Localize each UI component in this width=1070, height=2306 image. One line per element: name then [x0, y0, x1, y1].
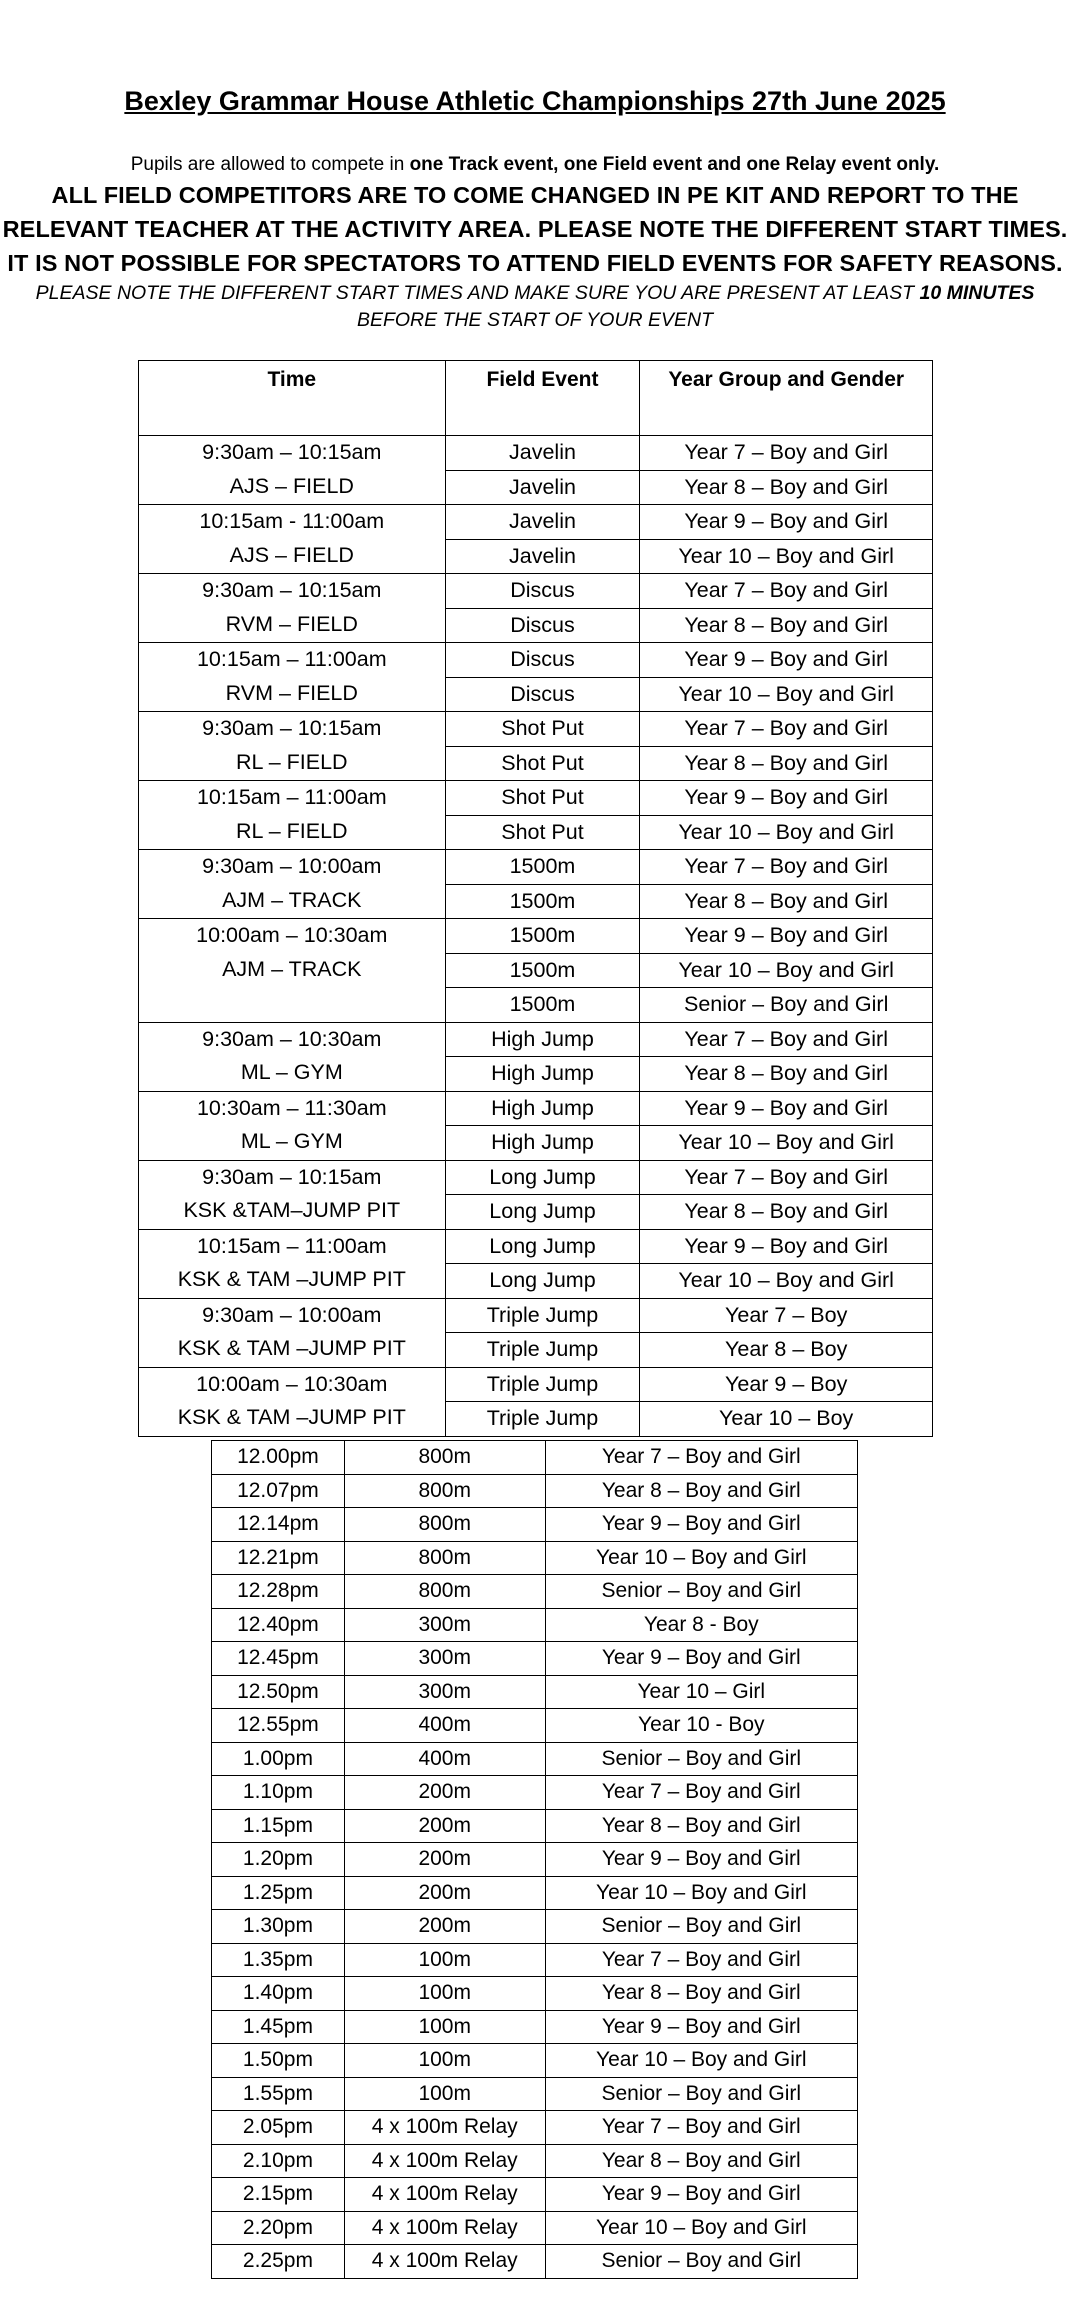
track-events-table [211, 1440, 858, 2279]
event-cell: 100m [344, 1977, 545, 2011]
location: KSK & TAM –JUMP PIT [177, 1405, 406, 1429]
time-range: 9:30am – 10:15am [202, 1164, 382, 1189]
event-cell: Shot Put [445, 815, 640, 850]
table-row [212, 1809, 858, 1843]
event-cell: High Jump [445, 1022, 640, 1057]
year-group-cell: Year 8 – Boy and Girl [640, 470, 933, 505]
table-row [212, 1608, 858, 1642]
table-row [212, 1709, 858, 1743]
time-slot-cell [139, 1022, 446, 1091]
year-group-cell: Year 10 – Boy and Girl [545, 1541, 857, 1575]
year-group-cell: Year 8 – Boy and Girl [545, 1977, 857, 2011]
time-range: 10:00am – 10:30am [196, 1371, 388, 1396]
year-group-cell: Year 9 – Boy and Girl [640, 1229, 933, 1264]
table-row [139, 712, 933, 747]
year-group-cell: Year 7 – Boy and Girl [545, 1441, 857, 1475]
time-cell: 2.25pm [212, 2245, 345, 2279]
year-group-cell: Year 10 – Boy and Girl [640, 539, 933, 574]
year-group-cell: Senior – Boy and Girl [545, 1742, 857, 1776]
location: RVM – FIELD [225, 680, 358, 705]
time-cell: 12.55pm [212, 1709, 345, 1743]
event-cell: 4 x 100m Relay [344, 2178, 545, 2212]
year-group-cell: Year 7 – Boy and Girl [640, 1022, 933, 1057]
event-cell: 4 x 100m Relay [344, 2144, 545, 2178]
event-cell: Javelin [445, 505, 640, 540]
event-cell: 4 x 100m Relay [344, 2211, 545, 2245]
time-slot-cell [139, 781, 446, 850]
year-group-cell: Year 8 – Boy and Girl [640, 884, 933, 919]
year-group-cell: Year 9 – Boy and Girl [640, 643, 933, 678]
year-group-cell: Year 8 - Boy [545, 1608, 857, 1642]
year-group-cell: Year 7 – Boy and Girl [545, 2111, 857, 2145]
arrival-note [0, 280, 1070, 307]
event-cell: Long Jump [445, 1160, 640, 1195]
time-cell: 1.55pm [212, 2077, 345, 2111]
year-group-cell: Year 8 – Boy and Girl [640, 608, 933, 643]
event-cell: Shot Put [445, 781, 640, 816]
year-group-cell: Senior – Boy and Girl [545, 2077, 857, 2111]
event-cell: Discus [445, 574, 640, 609]
time-cell: 12.28pm [212, 1575, 345, 1609]
time-cell: 2.10pm [212, 2144, 345, 2178]
time-cell: 2.20pm [212, 2211, 345, 2245]
table-row [212, 1843, 858, 1877]
event-cell: 800m [344, 1508, 545, 1542]
time-range: 10:15am – 11:00am [196, 785, 387, 809]
time-cell: 1.35pm [212, 1943, 345, 1977]
year-group-cell: Year 9 – Boy [640, 1367, 933, 1402]
table-row [212, 1508, 858, 1542]
year-group-cell: Year 10 – Boy and Girl [640, 677, 933, 712]
time-slot-cell [139, 1229, 446, 1298]
time-cell: 2.05pm [212, 2111, 345, 2145]
time-cell: 12.07pm [212, 1474, 345, 1508]
time-range: 10:15am – 11:00am [196, 647, 387, 671]
event-cell: Javelin [445, 470, 640, 505]
location: AJS – FIELD [229, 542, 354, 567]
year-group-cell: Year 8 – Boy [640, 1333, 933, 1368]
time-slot-cell [139, 712, 446, 781]
year-group-cell: Year 7 – Boy and Girl [545, 1776, 857, 1810]
event-cell: High Jump [445, 1091, 640, 1126]
event-cell: 300m [344, 1608, 545, 1642]
year-group-cell: Year 8 – Boy and Girl [545, 2144, 857, 2178]
time-slot-cell [139, 850, 446, 919]
event-cell: 200m [344, 1776, 545, 1810]
table-row [139, 1367, 933, 1402]
field-events-table [138, 360, 933, 1437]
time-cell: 1.25pm [212, 1876, 345, 1910]
time-cell: 12.00pm [212, 1441, 345, 1475]
location: RVM – FIELD [225, 611, 358, 636]
event-cell: Long Jump [445, 1195, 640, 1230]
event-cell: 800m [344, 1541, 545, 1575]
time-cell: 1.15pm [212, 1809, 345, 1843]
table-row [139, 574, 933, 609]
time-cell: 1.45pm [212, 2010, 345, 2044]
time-range: 10:00am – 10:30am [196, 923, 388, 947]
page-title: Bexley Grammar House Athletic Championships 27th June 2025 [124, 86, 946, 116]
event-cell: 400m [344, 1709, 545, 1743]
field-table-header-row [139, 361, 933, 436]
time-range: 9:30am – 10:00am [202, 854, 382, 878]
time-range: 9:30am – 10:30am [202, 1026, 382, 1051]
year-group-cell: Year 10 - Boy [545, 1709, 857, 1743]
eligibility-bold: one Track event, one Field event and one Relay event only. [409, 154, 940, 175]
rules-section [0, 152, 1070, 334]
time-cell: 12.45pm [212, 1642, 345, 1676]
table-row [212, 1977, 858, 2011]
time-cell: 12.50pm [212, 1675, 345, 1709]
event-cell: 100m [344, 2044, 545, 2078]
table-row [139, 1160, 933, 1195]
year-group-cell: Year 10 – Boy and Girl [640, 1126, 933, 1161]
table-row [212, 2178, 858, 2212]
event-cell: 800m [344, 1575, 545, 1609]
table-row [212, 2211, 858, 2245]
time-slot-cell [139, 505, 446, 574]
year-group-cell: Year 9 – Boy and Girl [640, 1091, 933, 1126]
time-range: 10:30am – 11:30am [196, 1095, 387, 1120]
header-field-event: Field Event [445, 361, 640, 436]
event-cell: 100m [344, 2077, 545, 2111]
event-cell: Javelin [445, 436, 640, 471]
year-group-cell: Year 10 – Girl [545, 1675, 857, 1709]
table-row [212, 1474, 858, 1508]
time-slot-cell [139, 436, 446, 505]
year-group-cell: Year 10 – Boy and Girl [545, 2044, 857, 2078]
table-row [212, 1910, 858, 1944]
location: RL – FIELD [236, 818, 348, 843]
year-group-cell: Year 8 – Boy and Girl [545, 1809, 857, 1843]
year-group-cell: Senior – Boy and Girl [545, 2245, 857, 2279]
location: AJM – TRACK [222, 887, 362, 912]
event-cell: Discus [445, 608, 640, 643]
table-row [212, 2111, 858, 2145]
event-cell: Long Jump [445, 1229, 640, 1264]
time-cell: 1.30pm [212, 1910, 345, 1944]
time-cell: 1.00pm [212, 1742, 345, 1776]
location: KSK & TAM –JUMP PIT [177, 1336, 406, 1360]
year-group-cell: Year 9 – Boy and Girl [545, 1508, 857, 1542]
time-cell: 1.20pm [212, 1843, 345, 1877]
table-row [212, 2044, 858, 2078]
year-group-cell: Senior – Boy and Girl [545, 1910, 857, 1944]
event-cell: 200m [344, 1843, 545, 1877]
event-cell: Discus [445, 677, 640, 712]
table-row [212, 2144, 858, 2178]
event-cell: 1500m [445, 884, 640, 919]
table-row [139, 1298, 933, 1333]
time-cell: 1.50pm [212, 2044, 345, 2078]
event-cell: 1500m [445, 850, 640, 885]
event-cell: 4 x 100m Relay [344, 2111, 545, 2145]
year-group-cell: Year 9 – Boy and Girl [640, 919, 933, 954]
location: ML – GYM [240, 1060, 343, 1084]
year-group-cell: Year 8 – Boy and Girl [545, 1474, 857, 1508]
year-group-cell: Year 9 – Boy and Girl [545, 2178, 857, 2212]
table-row [212, 1943, 858, 1977]
table-row [139, 436, 933, 471]
table-row [212, 2010, 858, 2044]
table-row [212, 1642, 858, 1676]
time-cell: 1.40pm [212, 1977, 345, 2011]
event-cell: Triple Jump [445, 1333, 640, 1368]
event-cell: 400m [344, 1742, 545, 1776]
event-cell: High Jump [445, 1057, 640, 1092]
event-cell: 1500m [445, 988, 640, 1023]
time-range: 10:15am – 11:00am [196, 1233, 387, 1258]
year-group-cell: Senior – Boy and Girl [545, 1575, 857, 1609]
header-time: Time [139, 361, 446, 436]
event-cell: Javelin [445, 539, 640, 574]
event-cell: High Jump [445, 1126, 640, 1161]
time-range: 9:30am – 10:15am [202, 440, 382, 464]
year-group-cell: Year 7 – Boy and Girl [545, 1943, 857, 1977]
year-group-cell: Year 7 – Boy and Girl [640, 436, 933, 471]
time-slot-cell [139, 1160, 446, 1229]
time-slot-cell [139, 643, 446, 712]
time-cell: 1.10pm [212, 1776, 345, 1810]
table-row [212, 2077, 858, 2111]
event-cell: Shot Put [445, 746, 640, 781]
table-row [139, 505, 933, 540]
table-row [139, 919, 933, 954]
table-row [139, 1229, 933, 1264]
arrival-note-text: PLEASE NOTE THE DIFFERENT START TIMES AND MAKE SURE YOU ARE PRESENT AT LEAST [35, 282, 920, 304]
time-range: 10:15am - 11:00am [199, 509, 385, 533]
location: KSK & TAM –JUMP PIT [177, 1267, 406, 1291]
time-cell: 2.15pm [212, 2178, 345, 2212]
time-slot-cell [139, 1091, 446, 1160]
year-group-cell: Senior – Boy and Girl [640, 988, 933, 1023]
year-group-cell: Year 7 – Boy [640, 1298, 933, 1333]
start-times-warning: RELEVANT TEACHER AT THE ACTIVITY AREA. PLEASE NOTE THE DIFFERENT START TIMES. [2, 216, 1068, 242]
eligibility-prefix: Pupils are allowed to compete in [130, 154, 410, 175]
year-group-cell: Year 10 – Boy and Girl [640, 1264, 933, 1299]
event-cell: 300m [344, 1675, 545, 1709]
event-cell: Triple Jump [445, 1402, 640, 1437]
year-group-cell: Year 10 – Boy and Girl [640, 953, 933, 988]
event-cell: Shot Put [445, 712, 640, 747]
event-cell: 1500m [445, 953, 640, 988]
table-row [139, 643, 933, 678]
table-row [212, 1575, 858, 1609]
year-group-cell: Year 9 – Boy and Girl [545, 2010, 857, 2044]
table-row [212, 1776, 858, 1810]
time-range: 9:30am – 10:15am [202, 578, 382, 602]
location: AJS – FIELD [229, 473, 354, 498]
year-group-cell: Year 10 – Boy and Girl [545, 2211, 857, 2245]
year-group-cell: Year 9 – Boy and Girl [545, 1642, 857, 1676]
table-row [139, 781, 933, 816]
year-group-cell: Year 8 – Boy and Girl [640, 1057, 933, 1092]
year-group-cell: Year 8 – Boy and Girl [640, 1195, 933, 1230]
location: AJM – TRACK [222, 956, 362, 981]
event-cell: Triple Jump [445, 1298, 640, 1333]
arrival-note-line2: BEFORE THE START OF YOUR EVENT [356, 309, 714, 331]
year-group-cell: Year 10 – Boy and Girl [640, 815, 933, 850]
table-row [212, 1742, 858, 1776]
table-row [139, 1022, 933, 1057]
year-group-cell: Year 9 – Boy and Girl [640, 781, 933, 816]
table-row [212, 1441, 858, 1475]
time-cell: 12.14pm [212, 1508, 345, 1542]
time-cell: 12.21pm [212, 1541, 345, 1575]
year-group-cell: Year 9 – Boy and Girl [545, 1843, 857, 1877]
year-group-cell: Year 8 – Boy and Girl [640, 746, 933, 781]
table-row [212, 1675, 858, 1709]
year-group-cell: Year 10 – Boy [640, 1402, 933, 1437]
year-group-cell: Year 7 – Boy and Girl [640, 1160, 933, 1195]
event-cell: Discus [445, 643, 640, 678]
table-row [212, 1876, 858, 1910]
spectator-warning: IT IS NOT POSSIBLE FOR SPECTATORS TO ATTEND FIELD EVENTS FOR SAFETY REASONS. [7, 250, 1063, 276]
eligibility-note [0, 152, 1070, 178]
time-slot-cell [139, 1298, 446, 1367]
header-year-group: Year Group and Gender [640, 361, 933, 436]
event-cell: 200m [344, 1910, 545, 1944]
time-range: 9:30am – 10:00am [202, 1302, 382, 1327]
event-cell: Triple Jump [445, 1367, 640, 1402]
table-row [212, 2245, 858, 2279]
event-cell: 200m [344, 1809, 545, 1843]
table-row [139, 1091, 933, 1126]
table-row [139, 850, 933, 885]
table-row [212, 1541, 858, 1575]
time-slot-cell [139, 1367, 446, 1436]
event-cell: 300m [344, 1642, 545, 1676]
arrival-minutes: 10 MINUTES [919, 282, 1035, 304]
year-group-cell: Year 10 – Boy and Girl [545, 1876, 857, 1910]
year-group-cell: Year 7 – Boy and Girl [640, 712, 933, 747]
location: ML – GYM [240, 1129, 343, 1153]
time-cell: 12.40pm [212, 1608, 345, 1642]
time-slot-cell [139, 574, 446, 643]
year-group-cell: Year 7 – Boy and Girl [640, 850, 933, 885]
event-cell: Long Jump [445, 1264, 640, 1299]
location: RL – FIELD [236, 749, 348, 774]
time-slot-cell [139, 919, 446, 1023]
event-cell: 1500m [445, 919, 640, 954]
time-range: 9:30am – 10:15am [202, 716, 382, 740]
event-cell: 100m [344, 1943, 545, 1977]
event-cell: 4 x 100m Relay [344, 2245, 545, 2279]
year-group-cell: Year 7 – Boy and Girl [640, 574, 933, 609]
year-group-cell: Year 9 – Boy and Girl [640, 505, 933, 540]
event-cell: 200m [344, 1876, 545, 1910]
event-cell: 800m [344, 1441, 545, 1475]
event-cell: 800m [344, 1474, 545, 1508]
field-kit-warning: ALL FIELD COMPETITORS ARE TO COME CHANGED IN PE KIT AND REPORT TO THE [51, 182, 1019, 208]
event-cell: 100m [344, 2010, 545, 2044]
location: KSK &TAM–JUMP PIT [183, 1198, 401, 1222]
